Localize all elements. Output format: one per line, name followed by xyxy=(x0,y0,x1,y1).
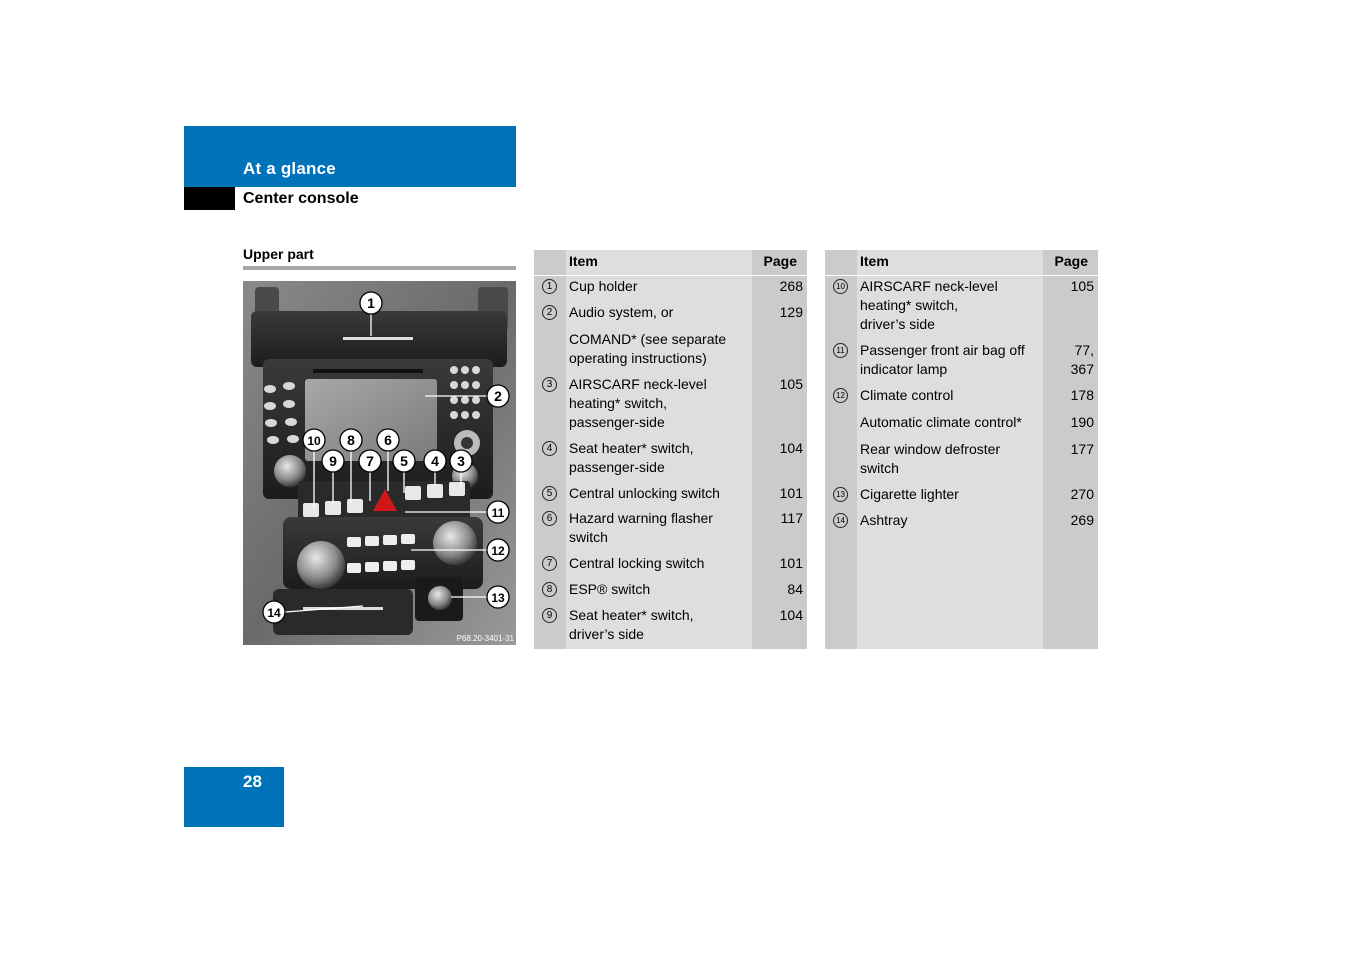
column-header-page: Page xyxy=(1054,253,1088,269)
item-label: Audio system, or xyxy=(569,304,674,320)
callout-9: 9 xyxy=(329,453,337,469)
item-number: 6 xyxy=(542,511,557,526)
center-console-illustration xyxy=(243,281,516,645)
item-label: Rear window defroster switch xyxy=(860,441,1001,476)
callout-1: 1 xyxy=(367,295,375,311)
item-label: Cup holder xyxy=(569,278,638,294)
header-divider xyxy=(534,275,807,276)
section-label: Upper part xyxy=(243,246,314,262)
item-number: 10 xyxy=(833,279,848,294)
item-number: 2 xyxy=(542,305,557,320)
callout-2: 2 xyxy=(494,388,502,404)
item-page: 104 xyxy=(779,440,803,456)
section-tab-marker xyxy=(184,187,235,210)
callout-13: 13 xyxy=(491,591,505,605)
column-header-item: Item xyxy=(569,253,598,269)
chapter-header xyxy=(184,126,516,187)
page-number-box xyxy=(184,767,284,827)
item-page: 269 xyxy=(1070,512,1094,528)
item-label: Passenger front air bag off indicator lamp xyxy=(860,342,1025,377)
item-label: Climate control xyxy=(860,387,954,403)
item-label: Hazard warning flasher switch xyxy=(569,510,713,545)
number-column xyxy=(825,250,857,649)
item-page: 101 xyxy=(779,485,803,501)
figure-code: P68.20-3401-31 xyxy=(456,634,514,643)
chapter-title: At a glance xyxy=(243,159,336,178)
item-label: Ashtray xyxy=(860,512,908,528)
center-console-photo xyxy=(243,281,516,645)
item-page: 270 xyxy=(1070,486,1094,502)
callout-3: 3 xyxy=(457,453,465,469)
item-page: 117 xyxy=(780,510,803,526)
item-number: 3 xyxy=(542,377,557,392)
items-table-left xyxy=(534,250,807,649)
item-number: 7 xyxy=(542,556,557,571)
item-page: 104 xyxy=(779,607,803,623)
column-header-page: Page xyxy=(763,253,797,269)
callout-14: 14 xyxy=(267,606,281,620)
item-label: AIRSCARF neck-level heating* switch, passenger-side xyxy=(569,376,707,430)
callout-10: 10 xyxy=(307,434,321,448)
item-label: ESP® switch xyxy=(569,581,651,597)
item-number: 8 xyxy=(542,582,557,597)
item-number: 9 xyxy=(542,608,557,623)
item-number: 12 xyxy=(833,388,848,403)
callout-6: 6 xyxy=(384,432,392,448)
item-page: 268 xyxy=(779,278,803,294)
item-page: 105 xyxy=(779,376,803,392)
item-page: 101 xyxy=(779,555,803,571)
item-label: Central locking switch xyxy=(569,555,705,571)
page-subtitle: Center console xyxy=(243,190,359,207)
item-number: 11 xyxy=(833,343,848,358)
item-page: 129 xyxy=(779,304,803,320)
callout-8: 8 xyxy=(347,432,355,448)
item-label: Cigarette lighter xyxy=(860,486,959,502)
callout-11: 11 xyxy=(491,506,505,520)
item-page: 178 xyxy=(1070,387,1094,403)
header-divider xyxy=(825,275,1098,276)
item-label: Central unlocking switch xyxy=(569,485,720,501)
callout-4: 4 xyxy=(431,453,439,469)
items-table-right xyxy=(825,250,1098,649)
item-number: 14 xyxy=(833,513,848,528)
section-divider xyxy=(243,266,516,270)
column-header-item: Item xyxy=(860,253,889,269)
item-page: 177 xyxy=(1070,441,1094,457)
callout-12: 12 xyxy=(491,544,505,558)
item-label: COMAND* (see separate operating instructions) xyxy=(569,331,727,366)
item-label: Automatic climate control* xyxy=(860,414,1022,430)
item-number: 1 xyxy=(542,279,557,294)
callout-7: 7 xyxy=(366,453,374,469)
item-page: 84 xyxy=(787,581,803,597)
item-label: AIRSCARF neck-level heating* switch, driver’s side xyxy=(860,278,998,332)
callout-5: 5 xyxy=(400,453,408,469)
item-label: Seat heater* switch, passenger-side xyxy=(569,440,694,475)
item-page: 105 xyxy=(1070,278,1094,294)
item-page: 190 xyxy=(1070,414,1094,430)
item-number: 5 xyxy=(542,486,557,501)
page-number: 28 xyxy=(243,772,262,791)
item-number: 13 xyxy=(833,487,848,502)
item-page: 77, 367 xyxy=(1070,342,1094,377)
item-label: Seat heater* switch, driver’s side xyxy=(569,607,694,642)
item-number: 4 xyxy=(542,441,557,456)
